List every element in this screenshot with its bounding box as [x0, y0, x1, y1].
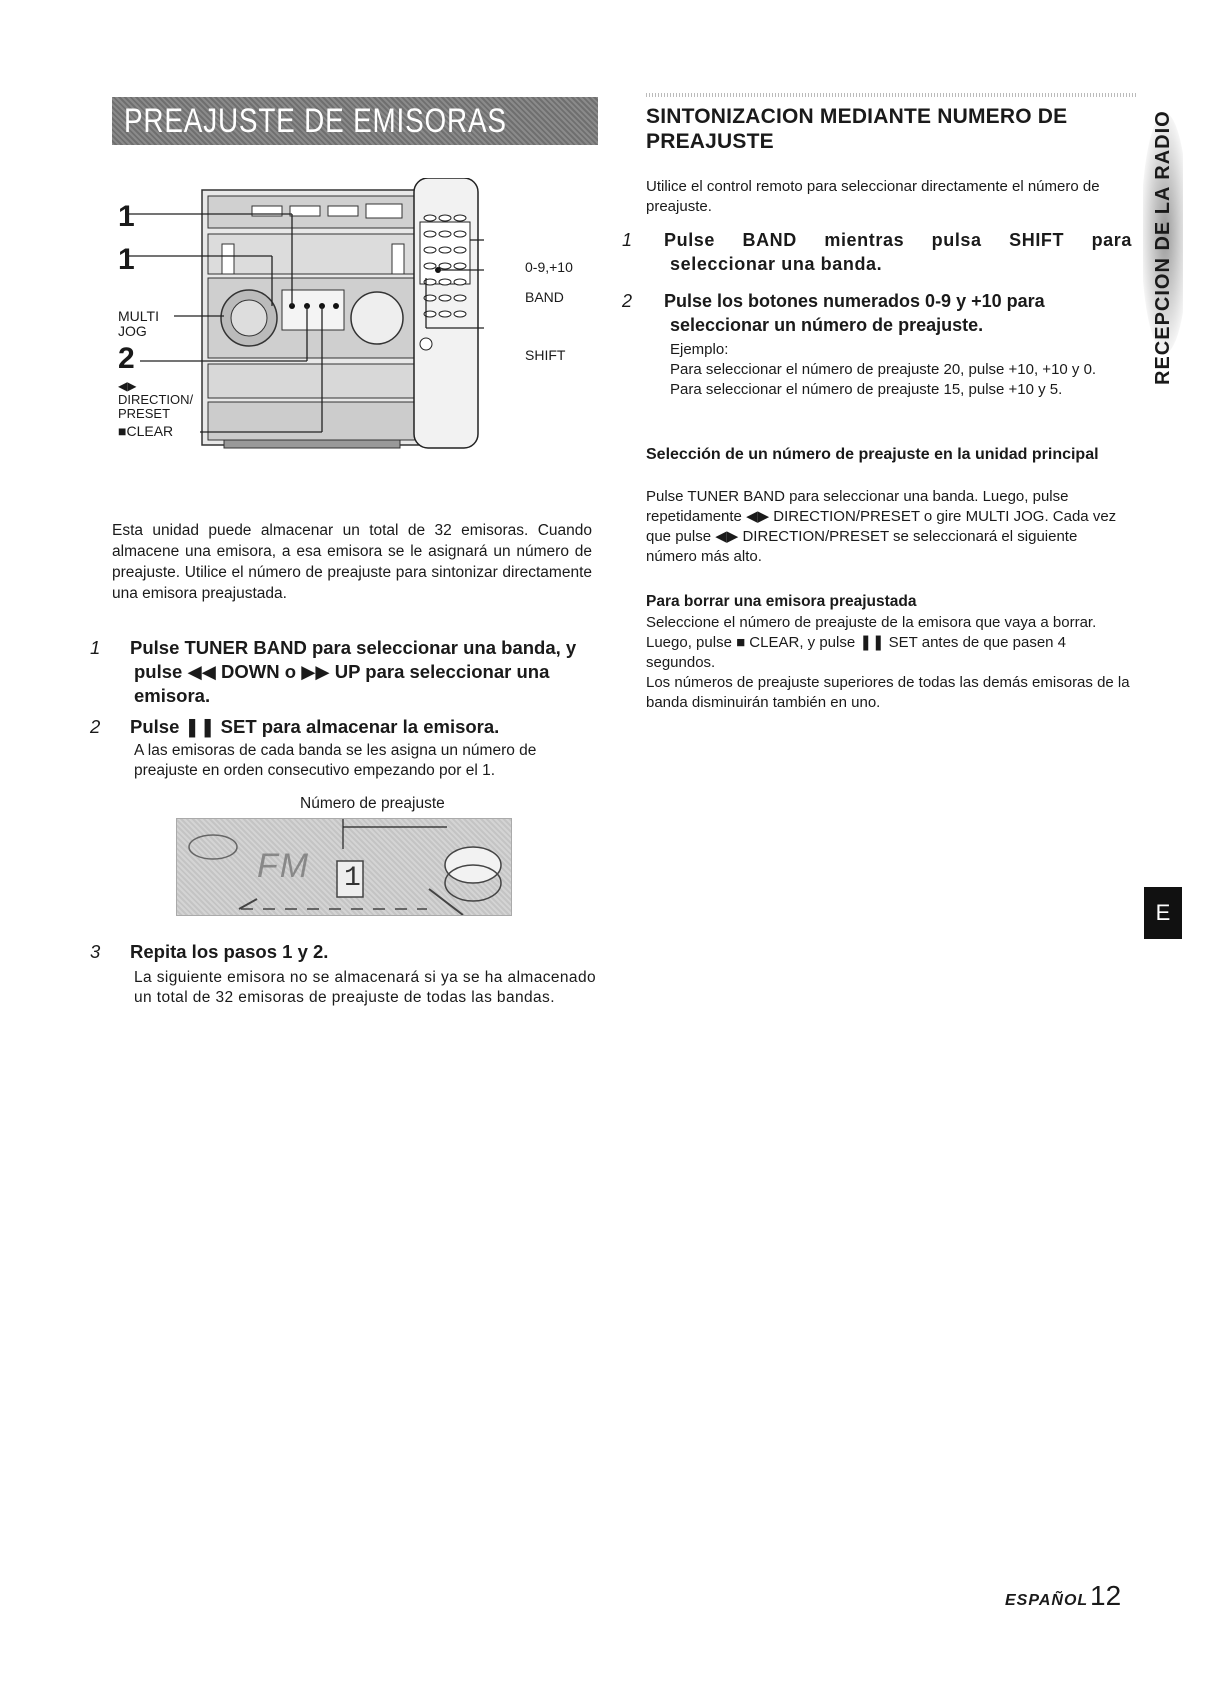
stereo-diagram: [112, 178, 592, 488]
diagram-label-clear: ■CLEAR: [118, 423, 174, 439]
footer-language: ESPAÑOL: [1005, 1592, 1089, 1609]
right-title-line-1: SINTONIZACION MEDIANTE NUMERO DE: [646, 105, 1068, 128]
diagram-callout-2: 2: [118, 342, 135, 375]
diagram-label-jog: JOG: [118, 323, 147, 339]
remote-label-shift: SHIFT: [525, 347, 566, 363]
step-heading: Pulse ❚❚ SET para almacenar la emisora.: [130, 716, 500, 737]
step-heading: Pulse los botones numerados 0-9 y +10 para seleccionar un número de preajuste.: [664, 291, 1045, 335]
lcd-band: FM: [257, 847, 311, 885]
side-tab-label: RECEPCION DE LA RADIO: [1152, 110, 1174, 385]
step-body: La siguiente emisora no se almacenará si ya se ha almacenado un total de 32 emisoras de preajuste de todas las bandas.: [134, 969, 596, 1006]
diagram-callout-1-mid: 1: [118, 243, 135, 276]
lcd-preset-number: 1: [344, 863, 361, 894]
intro-paragraph: Esta unidad puede almacenar un total de 32 emisoras. Cuando almacene una emisora, a esa emisora se le asignará un número de preajuste. Utilice el número de preajuste para sintonizar directamente una emisora preajustada.: [112, 522, 592, 602]
diagram-label-preset: PRESET: [118, 406, 171, 421]
step-heading: Pulse TUNER BAND para seleccionar una banda, y pulse ◀◀ DOWN o ▶▶ UP para seleccionar una emisora.: [130, 637, 577, 706]
diagram-label-multi: MULTI: [118, 308, 159, 324]
step-number: 1: [90, 637, 101, 658]
subsection-1-body: Pulse TUNER BAND para seleccionar una banda. Luego, pulse repetidamente ◀▶ DIRECTION/PRESET o gire MULTI JOG. Cada vez que pulse ◀▶ DIRECTION/PRESET se seleccionará el siguiente número más alto.: [646, 488, 1117, 565]
remote-label-band: BAND: [525, 289, 564, 305]
language-tab: E: [1144, 887, 1182, 939]
step-number: 2: [90, 716, 101, 737]
step-number: 1: [622, 230, 633, 250]
right-step-2: [622, 289, 1132, 337]
example-block: [670, 340, 1132, 400]
subsection-2-title: Para borrar una emisora preajustada: [646, 593, 917, 610]
subsection-2-body-1: Seleccione el número de preajuste de la emisora que vaya a borrar. Luego, pulse ■ CLEAR, y pulse ❚❚ SET antes de que pasen 4 segundos.: [646, 614, 1097, 671]
left-step-2: [90, 715, 596, 781]
section-banner: [112, 97, 598, 145]
diagram-label-direction: DIRECTION/: [118, 392, 194, 407]
left-step-3: [90, 940, 596, 1008]
step-number: 3: [90, 941, 101, 962]
subsection-1-title: Selección de un número de preajuste en la unidad principal: [646, 446, 1099, 463]
right-intro: Utilice el control remoto para seleccionar directamente el número de preajuste.: [646, 178, 1100, 215]
subsection-2-body-2: Los números de preajuste superiores de todas las demás emisoras de la banda disminuirán también en uno.: [646, 674, 1130, 711]
example-2: Para seleccionar el número de preajuste 15, pulse +10 y 5.: [670, 381, 1063, 398]
right-section-title: [646, 104, 1136, 154]
step-heading: Pulse BAND mientras pulsa SHIFT para seleccionar una banda.: [664, 230, 1132, 274]
diagram-callout-1-top: 1: [118, 200, 135, 233]
remote-label-digits: 0-9,+10: [525, 259, 573, 275]
step-number: 2: [622, 291, 633, 311]
page-number: 12: [1090, 1580, 1122, 1611]
subsection-2-body: [646, 613, 1132, 713]
example-1: Para seleccionar el número de preajuste 20, pulse +10, +10 y 0.: [670, 361, 1097, 378]
step-body: A las emisoras de cada banda se les asigna un número de preajuste en orden consecutivo empezando por el 1.: [134, 742, 537, 779]
right-header-rule: [646, 93, 1136, 97]
lcd-display: [176, 818, 512, 916]
step-heading: Repita los pasos 1 y 2.: [130, 941, 329, 962]
right-step-1: [622, 228, 1132, 276]
right-title-line-2: PREAJUSTE: [646, 130, 774, 153]
direction-arrows-icon: ◀▶: [118, 379, 137, 393]
section-title: PREAJUSTE DE EMISORAS: [124, 102, 507, 140]
left-step-1: [90, 636, 596, 708]
display-caption: Número de preajuste: [300, 795, 445, 812]
example-label: Ejemplo:: [670, 341, 729, 358]
